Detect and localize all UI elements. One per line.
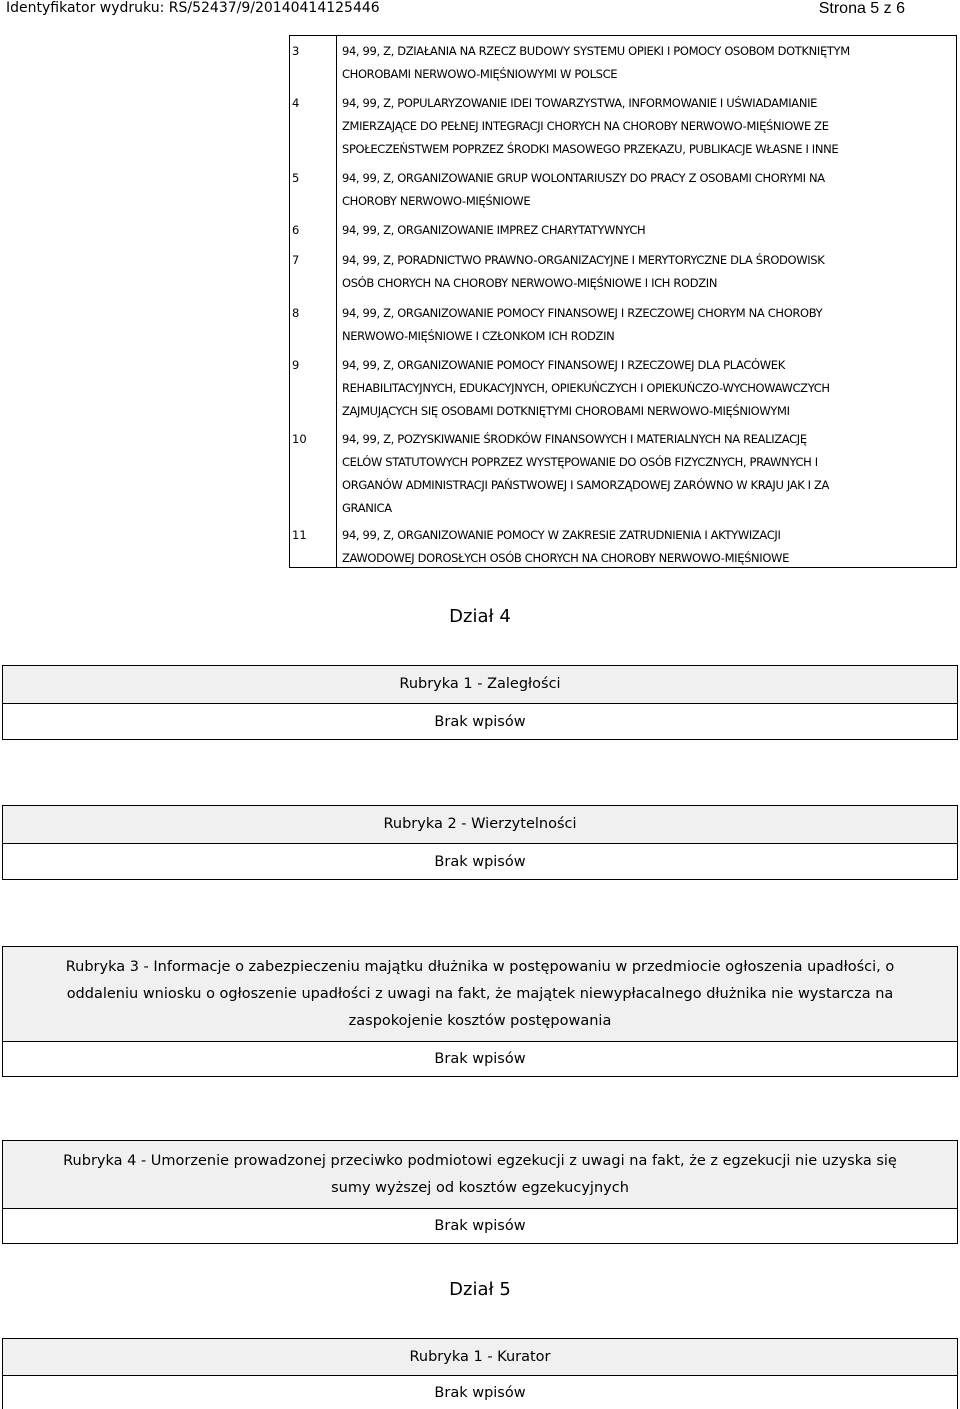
row-description: 94, 99, Z, ORGANIZOWANIE POMOCY W ZAKRESIE ZATRUDNIENIA I AKTYWIZACJI ZAWODOWEJ DOROSŁYCH OSÓB CHORYCH NA CHOROBY NERWOWO-MIĘŚNIOWE: [342, 528, 789, 565]
rubric-zabezpieczenie-majatku: [2, 946, 958, 1077]
row-description: 94, 99, Z, PORADNICTWO PRAWNO-ORGANIZACYJNE I MERYTORYCZNE DLA ŚRODOWISK OSÓB CHORYCH NA CHOROBY NERWOWO-MIĘŚNIOWE I ICH RODZIN: [342, 253, 825, 290]
activity-table: [289, 35, 957, 568]
row-description: 94, 99, Z, ORGANIZOWANIE GRUP WOLONTARIUSZY DO PRACY Z OSOBAMI CHORYMI NA CHOROBY NERWOWO-MIĘŚNIOWE: [342, 171, 825, 208]
row-number: 8: [292, 306, 300, 320]
row-number: 5: [292, 171, 300, 185]
row-number: 10: [292, 432, 307, 446]
rubric-kurator: [2, 1338, 958, 1409]
row-number: 6: [292, 223, 300, 237]
rubric-umorzenie-egzekucji: [2, 1140, 958, 1244]
rubric-header: Rubryka 1 - Kurator: [3, 1339, 957, 1376]
row-description: 94, 99, Z, POPULARYZOWANIE IDEI TOWARZYSTWA, INFORMOWANIE I UŚWIADAMIANIE ZMIERZAJĄCE DO PEŁNEJ INTEGRACJI CHORYCH NA CHOROBY NERWOWO-MIĘŚNIOWE ZE SPOŁECZEŃSTWEM POPRZEZ ŚRODKI MASOWEGO PRZEKAZU, PUBLIKACJE WŁASNE I INNE: [342, 96, 839, 156]
row-description: 94, 99, Z, DZIAŁANIA NA RZECZ BUDOWY SYSTEMU OPIEKI I POMOCY OSOBOM DOTKNIĘTYM CHOROBAMI NERWOWO-MIĘŚNIOWYMI W POLSCE: [342, 44, 850, 81]
page-number: Strona 5 z 6: [818, 0, 905, 17]
print-identifier: Identyfikator wydruku: RS/52437/9/20140414125446: [6, 0, 380, 16]
row-number: 11: [292, 528, 307, 542]
row-description: 94, 99, Z, POZYSKIWANIE ŚRODKÓW FINANSOWYCH I MATERIALNYCH NA REALIZACJĘ CELÓW STATUTOWYCH POPRZEZ WYSTĘPOWANIE DO OSÓB FIZYCZNYCH, PRAWNYCH I ORGANÓW ADMINISTRACJI PAŃSTWOWEJ I SAMORZĄDOWEJ ZARÓWNO W KRAJU JAK I ZA GRANICA: [342, 432, 830, 515]
row-description: 94, 99, Z, ORGANIZOWANIE POMOCY FINANSOWEJ I RZECZOWEJ DLA PLACÓWEK REHABILITACYJNYCH, EDUKACYJNYCH, OPIEKUŃCZYCH I OPIEKUŃCZO-WYCHOWAWCZYCH ZAJMUJĄCYCH SIĘ OSOBAMI DOTKNIĘTYMI CHOROBAMI NERWOWO-MIĘŚNIOWYMI: [342, 358, 830, 418]
row-number: 7: [292, 253, 300, 267]
section-title-dzial-5: Dział 5: [449, 1279, 511, 1300]
rubric-body: Brak wpisów: [3, 1209, 957, 1243]
row-number: 4: [292, 96, 300, 110]
rubric-body: Brak wpisów: [3, 1376, 957, 1409]
rubric-body: Brak wpisów: [3, 1042, 957, 1076]
rubric-zaleglosci: [2, 665, 958, 740]
rubric-body: Brak wpisów: [3, 844, 957, 879]
row-description: 94, 99, Z, ORGANIZOWANIE POMOCY FINANSOWEJ I RZECZOWEJ CHORYM NA CHOROBY NERWOWO-MIĘŚNIOWE I CZŁONKOM ICH RODZIN: [342, 306, 823, 343]
rubric-header: Rubryka 3 - Informacje o zabezpieczeniu majątku dłużnika w postępowaniu w przedmiocie ogłoszenia upadłości, o oddaleniu wniosku o ogłoszenie upadłości z uwagi na fakt, że majątek niewypłacalnego dłużnika nie wystarcza na zaspokojenie kosztów postępowania: [3, 947, 957, 1042]
rubric-header: Rubryka 4 - Umorzenie prowadzonej przeciwko podmiotowi egzekucji z uwagi na fakt, że z egzekucji nie uzyska się sumy wyższej od kosztów egzekucyjnych: [3, 1141, 957, 1209]
section-title-dzial-4: Dział 4: [449, 606, 511, 627]
rubric-wierzytelnosci: [2, 805, 958, 880]
rubric-header: Rubryka 2 - Wierzytelności: [3, 806, 957, 844]
row-number: 3: [292, 44, 300, 58]
rubric-header: Rubryka 1 - Zaległości: [3, 666, 957, 704]
row-number: 9: [292, 358, 300, 372]
row-description: 94, 99, Z, ORGANIZOWANIE IMPREZ CHARYTATYWNYCH: [342, 223, 646, 237]
rubric-body: Brak wpisów: [3, 704, 957, 739]
column-divider: [336, 36, 337, 567]
